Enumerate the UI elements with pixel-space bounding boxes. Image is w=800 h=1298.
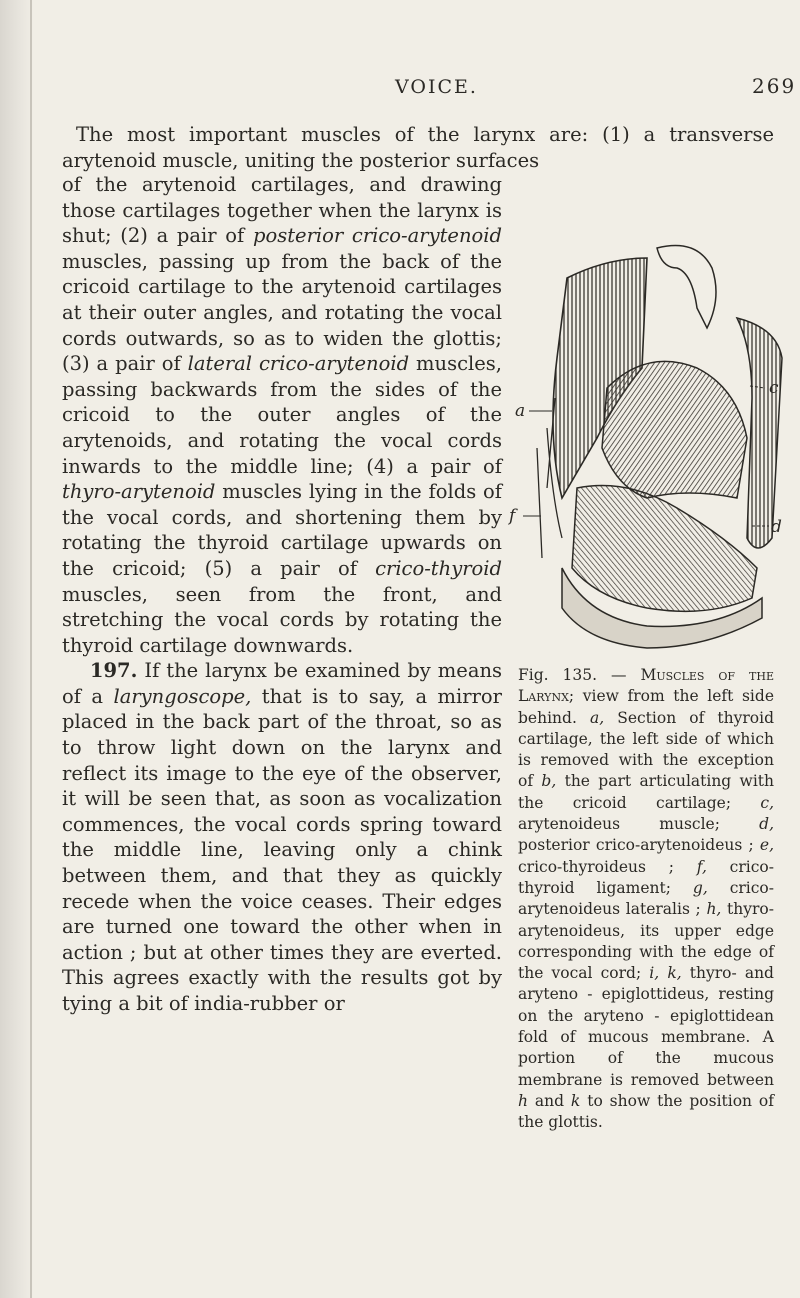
paragraph-muscles bbox=[62, 172, 502, 658]
paragraph-197 bbox=[62, 658, 502, 1016]
text-run: thyro- and aryteno - epiglottideus, resting on the aryteno - epiglottidean fold of mucous membrane. A portion of the mucous membrane is removed between bbox=[518, 964, 774, 1089]
larynx-muscles-illustration bbox=[507, 238, 785, 658]
key-a: a, bbox=[589, 708, 605, 727]
running-head bbox=[0, 66, 800, 98]
text-run: If the larynx be examined by means of a bbox=[62, 659, 503, 708]
key-f: f, bbox=[696, 857, 707, 876]
text-run: posterior crico-arytenoideus ; bbox=[518, 836, 760, 855]
key-c: c, bbox=[760, 793, 774, 812]
running-title: VOICE. bbox=[395, 76, 478, 98]
term-posterior-crico-arytenoid: posterior crico-arytenoid bbox=[252, 224, 502, 248]
text-run: that is to say, a mirror placed in the back part of the throat, so as to throw light down on the larynx and reflect its image to the eye of the observer, it will be seen that, as soon as vocalization commences, the vocal cords spring toward the middle line, leaving only a chink between them, and that they as quickly recede when the voice ceases. Their edges are turned one toward the other when in action ; but at other times they are everted. This agrees exactly with the results got by tying a bit of india-rubber or bbox=[62, 684, 502, 1015]
figure-label-f: f bbox=[509, 506, 516, 526]
text-run: — bbox=[597, 666, 641, 684]
caption-title: Muscles of the Larynx bbox=[518, 666, 774, 706]
intro-text: The most important muscles of the larynx are: (1) a transverse arytenoid muscle, uniting the posterior surfaces bbox=[62, 123, 774, 172]
posterior-crico-arytenoideus bbox=[572, 486, 757, 612]
figure-label-a: a bbox=[515, 401, 526, 421]
key-i: i, bbox=[649, 964, 660, 983]
text-run: the part articulating with the cricoid cartilage; bbox=[518, 772, 774, 812]
term-crico-thyroid: crico-thyroid bbox=[375, 556, 502, 580]
figure-number: Fig. 135. bbox=[518, 666, 598, 684]
book-binding-edge bbox=[0, 0, 34, 1298]
text-run: of the arytenoid cartilages, and drawing those cartilages together when the larynx is shut; (2) a pair of bbox=[62, 173, 502, 248]
key-k-ref: k bbox=[570, 1091, 581, 1110]
larynx-figure bbox=[507, 238, 785, 658]
key-h-ref: h bbox=[518, 1091, 528, 1110]
key-h: h, bbox=[706, 900, 722, 919]
key-b: b, bbox=[541, 772, 557, 791]
term-lateral-crico-arytenoid: lateral crico-arytenoid bbox=[187, 352, 410, 376]
arytenoideus-muscle bbox=[602, 361, 747, 498]
term-thyro-arytenoid: thyro-arytenoid bbox=[62, 480, 216, 504]
text-run: thyro-arytenoideus, its upper edge corresponding with the edge of the vocal cord; bbox=[518, 900, 774, 983]
key-e: e, bbox=[759, 836, 774, 855]
key-d: d, bbox=[759, 815, 774, 834]
text-run: muscles, seen from the front, and stretching the vocal cords by rotating the thyroid cartilage downwards. bbox=[62, 582, 502, 657]
text-run: crico-thyroideus ; bbox=[518, 857, 697, 876]
text-run: muscles lying in the folds of the vocal cords, and shortening them by rotating the thyroid cartilage upwards on the cricoid; (5) a pair of bbox=[62, 480, 502, 580]
text-run: and bbox=[527, 1091, 571, 1110]
text-run: Section of thyroid cartilage, the left side of which is removed with the exception of bbox=[518, 708, 774, 791]
intro-line bbox=[62, 122, 774, 173]
text-run: crico-thyroid ligament; bbox=[518, 857, 774, 897]
text-run: muscles, passing up from the back of the cricoid cartilage to the arytenoid cartilages at their outer angles, and rotating the vocal cords outwards, so as to widen the glottis; (3) a pair of bbox=[62, 249, 502, 376]
figure-label-c: c bbox=[769, 378, 779, 398]
figure-label-d: d bbox=[771, 517, 782, 537]
text-run: to show the position of the glottis. bbox=[518, 1091, 775, 1132]
text-run: arytenoideus muscle; bbox=[518, 815, 760, 834]
epiglottis-outline bbox=[657, 246, 716, 329]
text-run: muscles, passing backwards from the sides of the cricoid to the outer angles of the arytenoids, and rotating the vocal cords inwards to the middle line; (4) a pair of bbox=[62, 352, 502, 478]
figure-caption bbox=[518, 665, 774, 1134]
text-run: crico-arytenoideus lateralis ; bbox=[518, 878, 775, 919]
main-text-column bbox=[62, 172, 502, 1017]
page-number: 269 bbox=[752, 74, 797, 98]
key-k: k, bbox=[667, 964, 682, 983]
key-g: g, bbox=[692, 878, 708, 897]
section-number: 197. bbox=[89, 659, 138, 683]
text-run: ; view from the left side behind. bbox=[518, 687, 774, 727]
term-laryngoscope: laryngoscope, bbox=[113, 684, 252, 708]
